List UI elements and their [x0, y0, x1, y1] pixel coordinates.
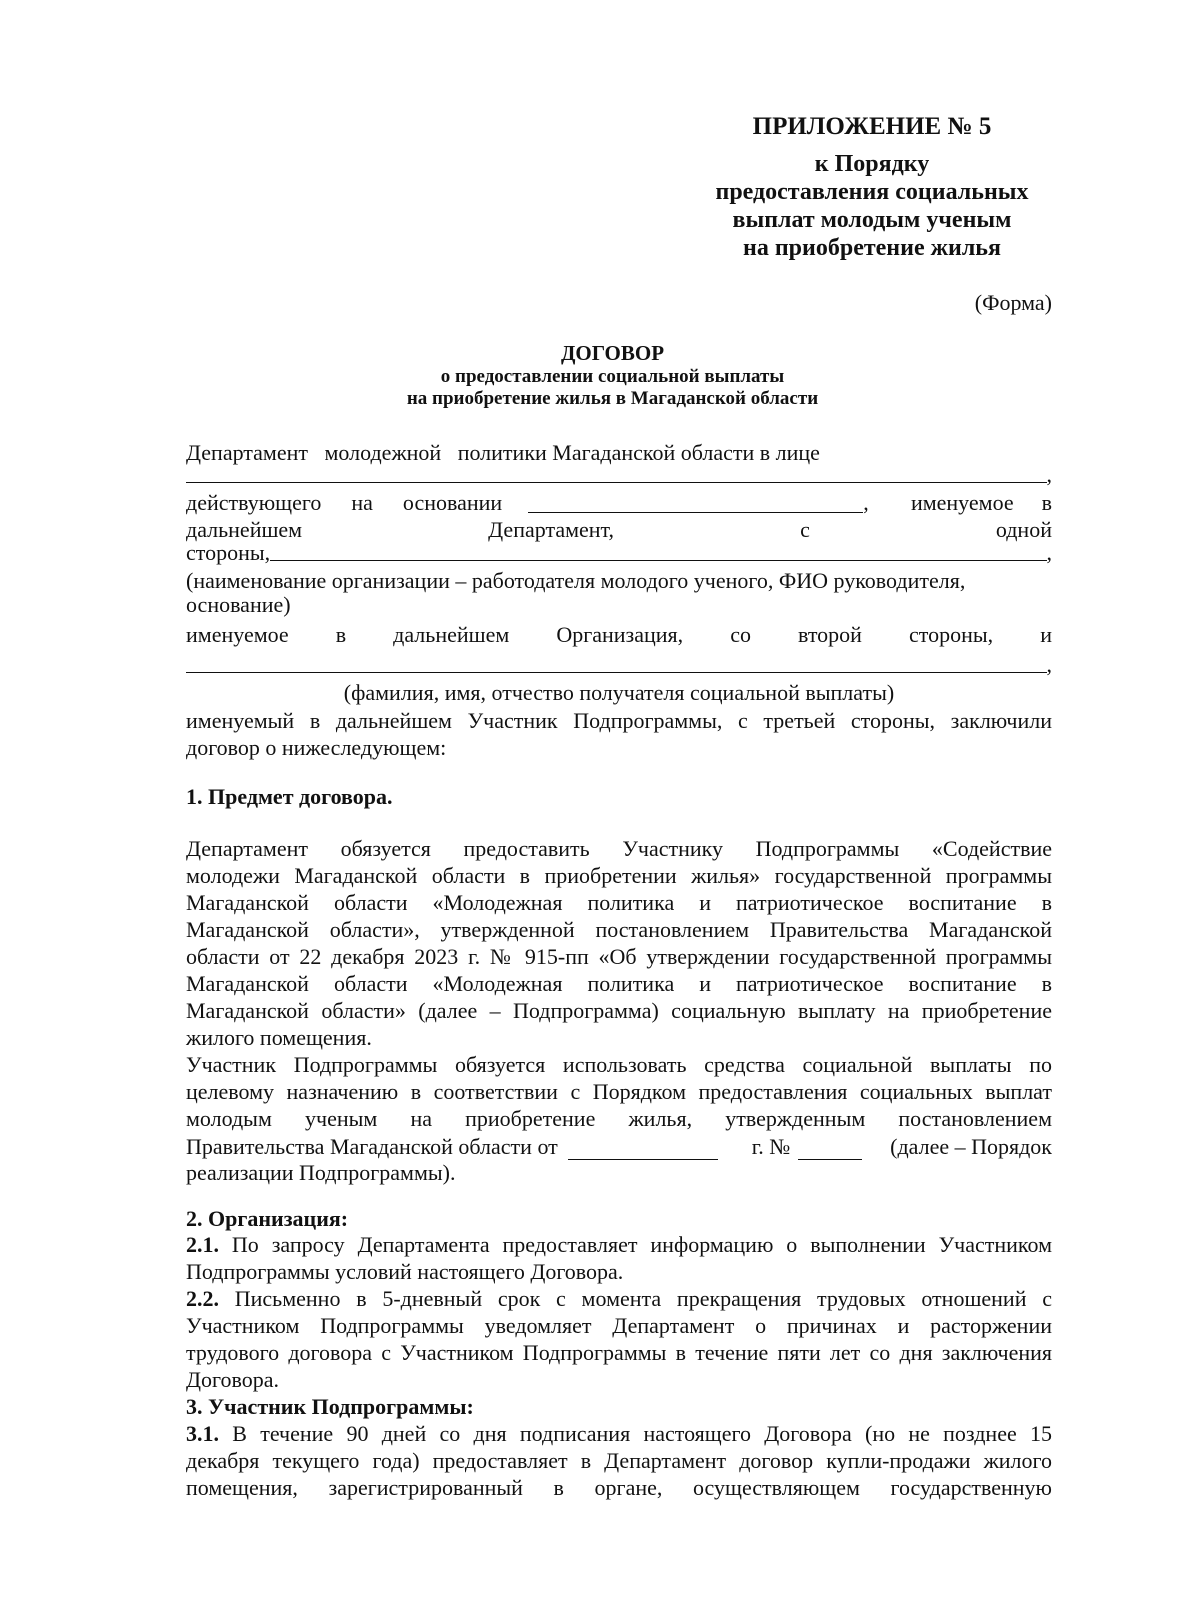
appendix-subtitle-line: на приобретение жилья: [743, 235, 1001, 261]
appendix-subtitle-line: к Порядку: [814, 151, 930, 177]
text-fragment: По запросу Департамента предоставляет информацию о выполнении Участником: [219, 1232, 1052, 1257]
contract-title: ДОГОВОР: [560, 341, 665, 365]
organization-blank-row: [186, 540, 1052, 566]
item-2-2: [186, 1286, 1052, 1394]
word: со: [730, 622, 751, 647]
text-line: молодежи Магаданской области в приобретении жилья» государственной программы: [186, 863, 1052, 888]
section-2-heading: 2. Организация:: [186, 1206, 349, 1231]
text-line: [186, 1286, 1052, 1313]
text-line: Участник Подпрограммы обязуется использовать средства социальной выплаты по: [186, 1052, 1052, 1077]
text-line: Магаданской области «Молодежная политика и патриотическое воспитание в: [186, 971, 1052, 996]
word: Департамент,: [488, 517, 615, 542]
appendix-title: ПРИЛОЖЕНИЕ № 5: [752, 113, 992, 140]
section-1-paragraph-1: [186, 836, 1052, 1052]
appendix-subtitle-line: выплат молодым ученым: [732, 207, 1012, 233]
text-line: реализации Подпрограммы).: [186, 1160, 456, 1185]
participant-paragraph: [186, 708, 1052, 762]
text-line: Участником Подпрограммы уведомляет Департамент о причинах и расторжении: [186, 1313, 1052, 1338]
word: именуемое: [186, 622, 289, 647]
text-line: жилого помещения.: [186, 1025, 372, 1050]
organization-row: [186, 622, 1052, 648]
word: с: [800, 517, 810, 542]
organization-hint-1: (наименование организации – работодателя молодого ученого, ФИО руководителя,: [186, 568, 966, 593]
text-line: Магаданской области «Молодежная политика и патриотическое воспитание в: [186, 890, 1052, 915]
word: именуемое: [910, 490, 1014, 515]
text-line: [186, 1421, 1052, 1448]
contract-subtitle-2: на приобретение жилья в Магаданской области: [406, 388, 819, 409]
word: на: [351, 490, 373, 515]
form-label: (Форма): [974, 290, 1052, 315]
word: дальнейшем: [393, 622, 510, 647]
text-line: Магаданской области», утвержденной постановлением Правительства Магаданской: [186, 917, 1052, 942]
text-line: Магаданской области» (далее – Подпрограмма) социальную выплату на приобретение: [186, 998, 1052, 1023]
word: одной: [995, 517, 1052, 542]
text-line: трудового договора с Участником Подпрограммы в течение пяти лет со дня заключения: [186, 1340, 1052, 1365]
word: дальнейшем: [186, 517, 303, 542]
appendix-subtitle: [672, 150, 1072, 262]
text-fragment: г. №: [751, 1134, 791, 1159]
item-3-1: [186, 1421, 1052, 1502]
comma: ,: [1046, 652, 1052, 677]
comma: ,: [1046, 462, 1052, 487]
word: Организация,: [556, 622, 684, 647]
text-line: помещения, зарегистрированный в органе, осуществляющем государственную: [186, 1475, 1052, 1500]
text-line-with-blanks: [186, 1133, 1052, 1160]
text-line: Договора.: [186, 1367, 279, 1392]
text-line: [186, 1232, 1052, 1259]
text-fragment: (далее – Порядок: [890, 1134, 1052, 1159]
basis-blank: [528, 490, 863, 513]
date-blank: [568, 1137, 718, 1160]
recipient-hint: (фамилия, имя, отчество получателя социальной выплаты): [343, 680, 895, 705]
number-blank: [798, 1137, 862, 1160]
section-1-paragraph-2: [186, 1052, 1052, 1187]
item-2-1: [186, 1232, 1052, 1286]
contract-subtitle-1: о предоставлении социальной выплаты: [440, 366, 785, 387]
organization-hint-2: основание): [186, 592, 291, 617]
appendix-subtitle-line: предоставления социальных: [715, 179, 1029, 205]
comma: ,: [863, 490, 869, 515]
blank-line: [186, 672, 1047, 673]
text-fragment: Правительства Магаданской области от: [186, 1134, 558, 1159]
word: второй: [798, 622, 862, 647]
item-number: 2.1.: [186, 1232, 219, 1257]
text-line: договор о нижеследующем:: [186, 735, 447, 760]
blank-line: [270, 560, 1046, 561]
item-number: 3.1.: [186, 1421, 219, 1446]
word: действующего: [186, 490, 322, 515]
text-line: Подпрограммы условий настоящего Договора.: [186, 1259, 624, 1284]
representative-blank: [186, 462, 1052, 488]
text-line: Департамент обязуется предоставить Участнику Подпрограммы «Содействие: [186, 836, 1052, 861]
word: стороны,: [186, 540, 271, 565]
item-number: 2.2.: [186, 1286, 219, 1311]
word: в: [335, 622, 347, 647]
word: и: [1040, 622, 1052, 647]
recipient-blank: [186, 652, 1052, 678]
word: в: [1041, 490, 1052, 515]
section-3-heading: 3. Участник Подпрограммы:: [186, 1394, 474, 1419]
word: стороны,: [909, 622, 994, 647]
word: основании: [402, 490, 503, 515]
blank-line: [186, 482, 1047, 483]
text-line: области от 22 декабря 2023 г. № 915-пп «Об утверждении государственной программы: [186, 944, 1052, 969]
text-line: целевому назначению в соответствии с Порядком предоставления социальных выплат: [186, 1079, 1052, 1104]
department-intro: Департамент молодежной политики Магаданской области в лице: [186, 440, 820, 465]
comma: ,: [1046, 540, 1052, 565]
text-line: именуемый в дальнейшем Участник Подпрограммы, с третьей стороны, заключили: [186, 708, 1052, 733]
text-fragment: Письменно в 5-дневный срок с момента прекращения трудовых отношений с: [219, 1286, 1052, 1311]
section-1-heading: 1. Предмет договора.: [186, 784, 393, 809]
basis-row: [186, 490, 1052, 516]
text-line: молодым ученым на приобретение жилья, утвержденным постановлением: [186, 1106, 1052, 1131]
text-line: декабря текущего года) предоставляет в Департамент договор купли-продажи жилого: [186, 1448, 1052, 1473]
text-fragment: В течение 90 дней со дня подписания настоящего Договора (но не позднее 15: [219, 1421, 1052, 1446]
